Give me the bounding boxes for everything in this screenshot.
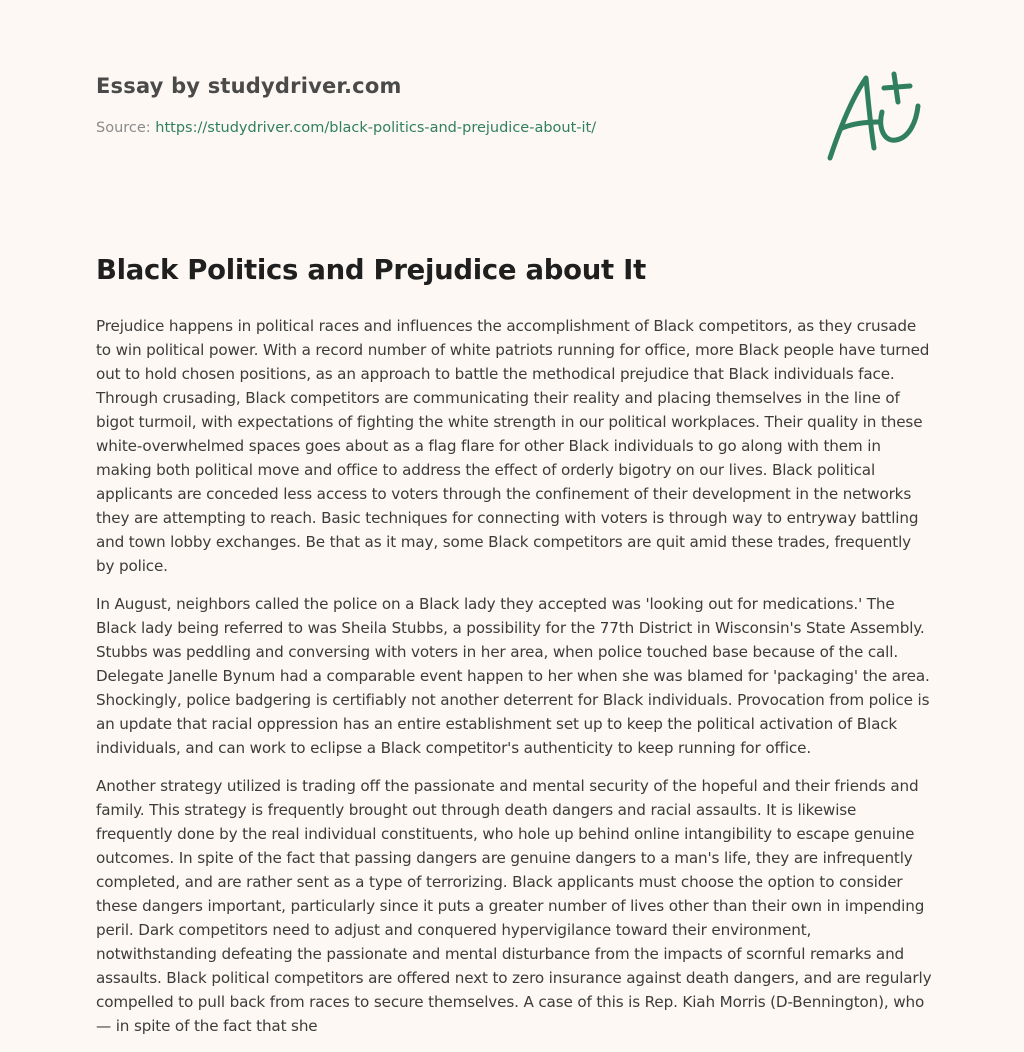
essay-body (96, 314, 932, 1052)
a-plus-icon (822, 68, 926, 164)
source-label: Source: (96, 120, 151, 136)
essay-title: Black Politics and Prejudice about It (96, 254, 646, 286)
essay-paragraph: Another strategy utilized is trading off the passionate and mental security of the hopeful and their friends and family. This strategy is frequently brought out through death dangers and racial assaults. It is likewise frequently done by the real individual constituents, who hole up behind online intangibility to escape genuine outcomes. In spite of the fact that passing dangers are genuine dangers to a man's life, they are infrequently completed, and are rather sent as a type of terrorizing. Black applicants must choose the option to consider these dangers important, particularly since it puts a greater number of lives other than their own in impending peril. Dark competitors need to adjust and conquered hypervigilance toward their environment, notwithstanding defeating the passionate and mental disturbance from the impacts of scornful remarks and assaults. Black political competitors are offered next to zero insurance against death dangers, and are regularly compelled to pull back from races to secure themselves. A case of this is Rep. Kiah Morris (D-Bennington), who — in spite of the fact that she (96, 777, 932, 1035)
source-line (96, 120, 776, 136)
page-header (96, 74, 776, 136)
site-title: Essay by studydriver.com (96, 74, 402, 98)
essay-paragraph: Prejudice happens in political races and influences the accomplishment of Black competitors, as they crusade to win political power. With a record number of white patriots running for office, more Black people have turned out to hold chosen positions, as an approach to battle the methodical prejudice that Black individuals face. Through crusading, Black competitors are communicating their reality and placing themselves in the line of bigot turmoil, with expectations of fighting the white strength in our political workplaces. Their quality in these white-overwhelmed spaces goes about as a flag flare for other Black individuals to go along with them in making both political move and office to address the effect of orderly bigotry on our lives. Black political applicants are conceded less access to voters through the confinement of their development in the networks they are attempting to reach. Basic techniques for connecting with voters is through way to entryway battling and town lobby exchanges. Be that as it may, some Black competitors are quit amid these trades, frequently by police. (96, 317, 930, 575)
source-link[interactable]: https://studydriver.com/black-politics-and-prejudice-about-it/ (155, 120, 597, 136)
a-plus-logo (822, 68, 926, 164)
essay-paragraph: In August, neighbors called the police on a Black lady they accepted was 'looking out for medications.' The Black lady being referred to was Sheila Stubbs, a possibility for the 77th District in Wisconsin's State Assembly. Stubbs was peddling and conversing with voters in her area, when police touched base because of the call. Delegate Janelle Bynum had a comparable event happen to her when she was blamed for 'packaging' the area. Shockingly, police badgering is certifiably not another deterrent for Black individuals. Provocation from police is an update that racial oppression has an entire establishment set up to keep the political activation of Black individuals, and can work to eclipse a Black competitor's authenticity to keep running for office. (96, 595, 930, 757)
